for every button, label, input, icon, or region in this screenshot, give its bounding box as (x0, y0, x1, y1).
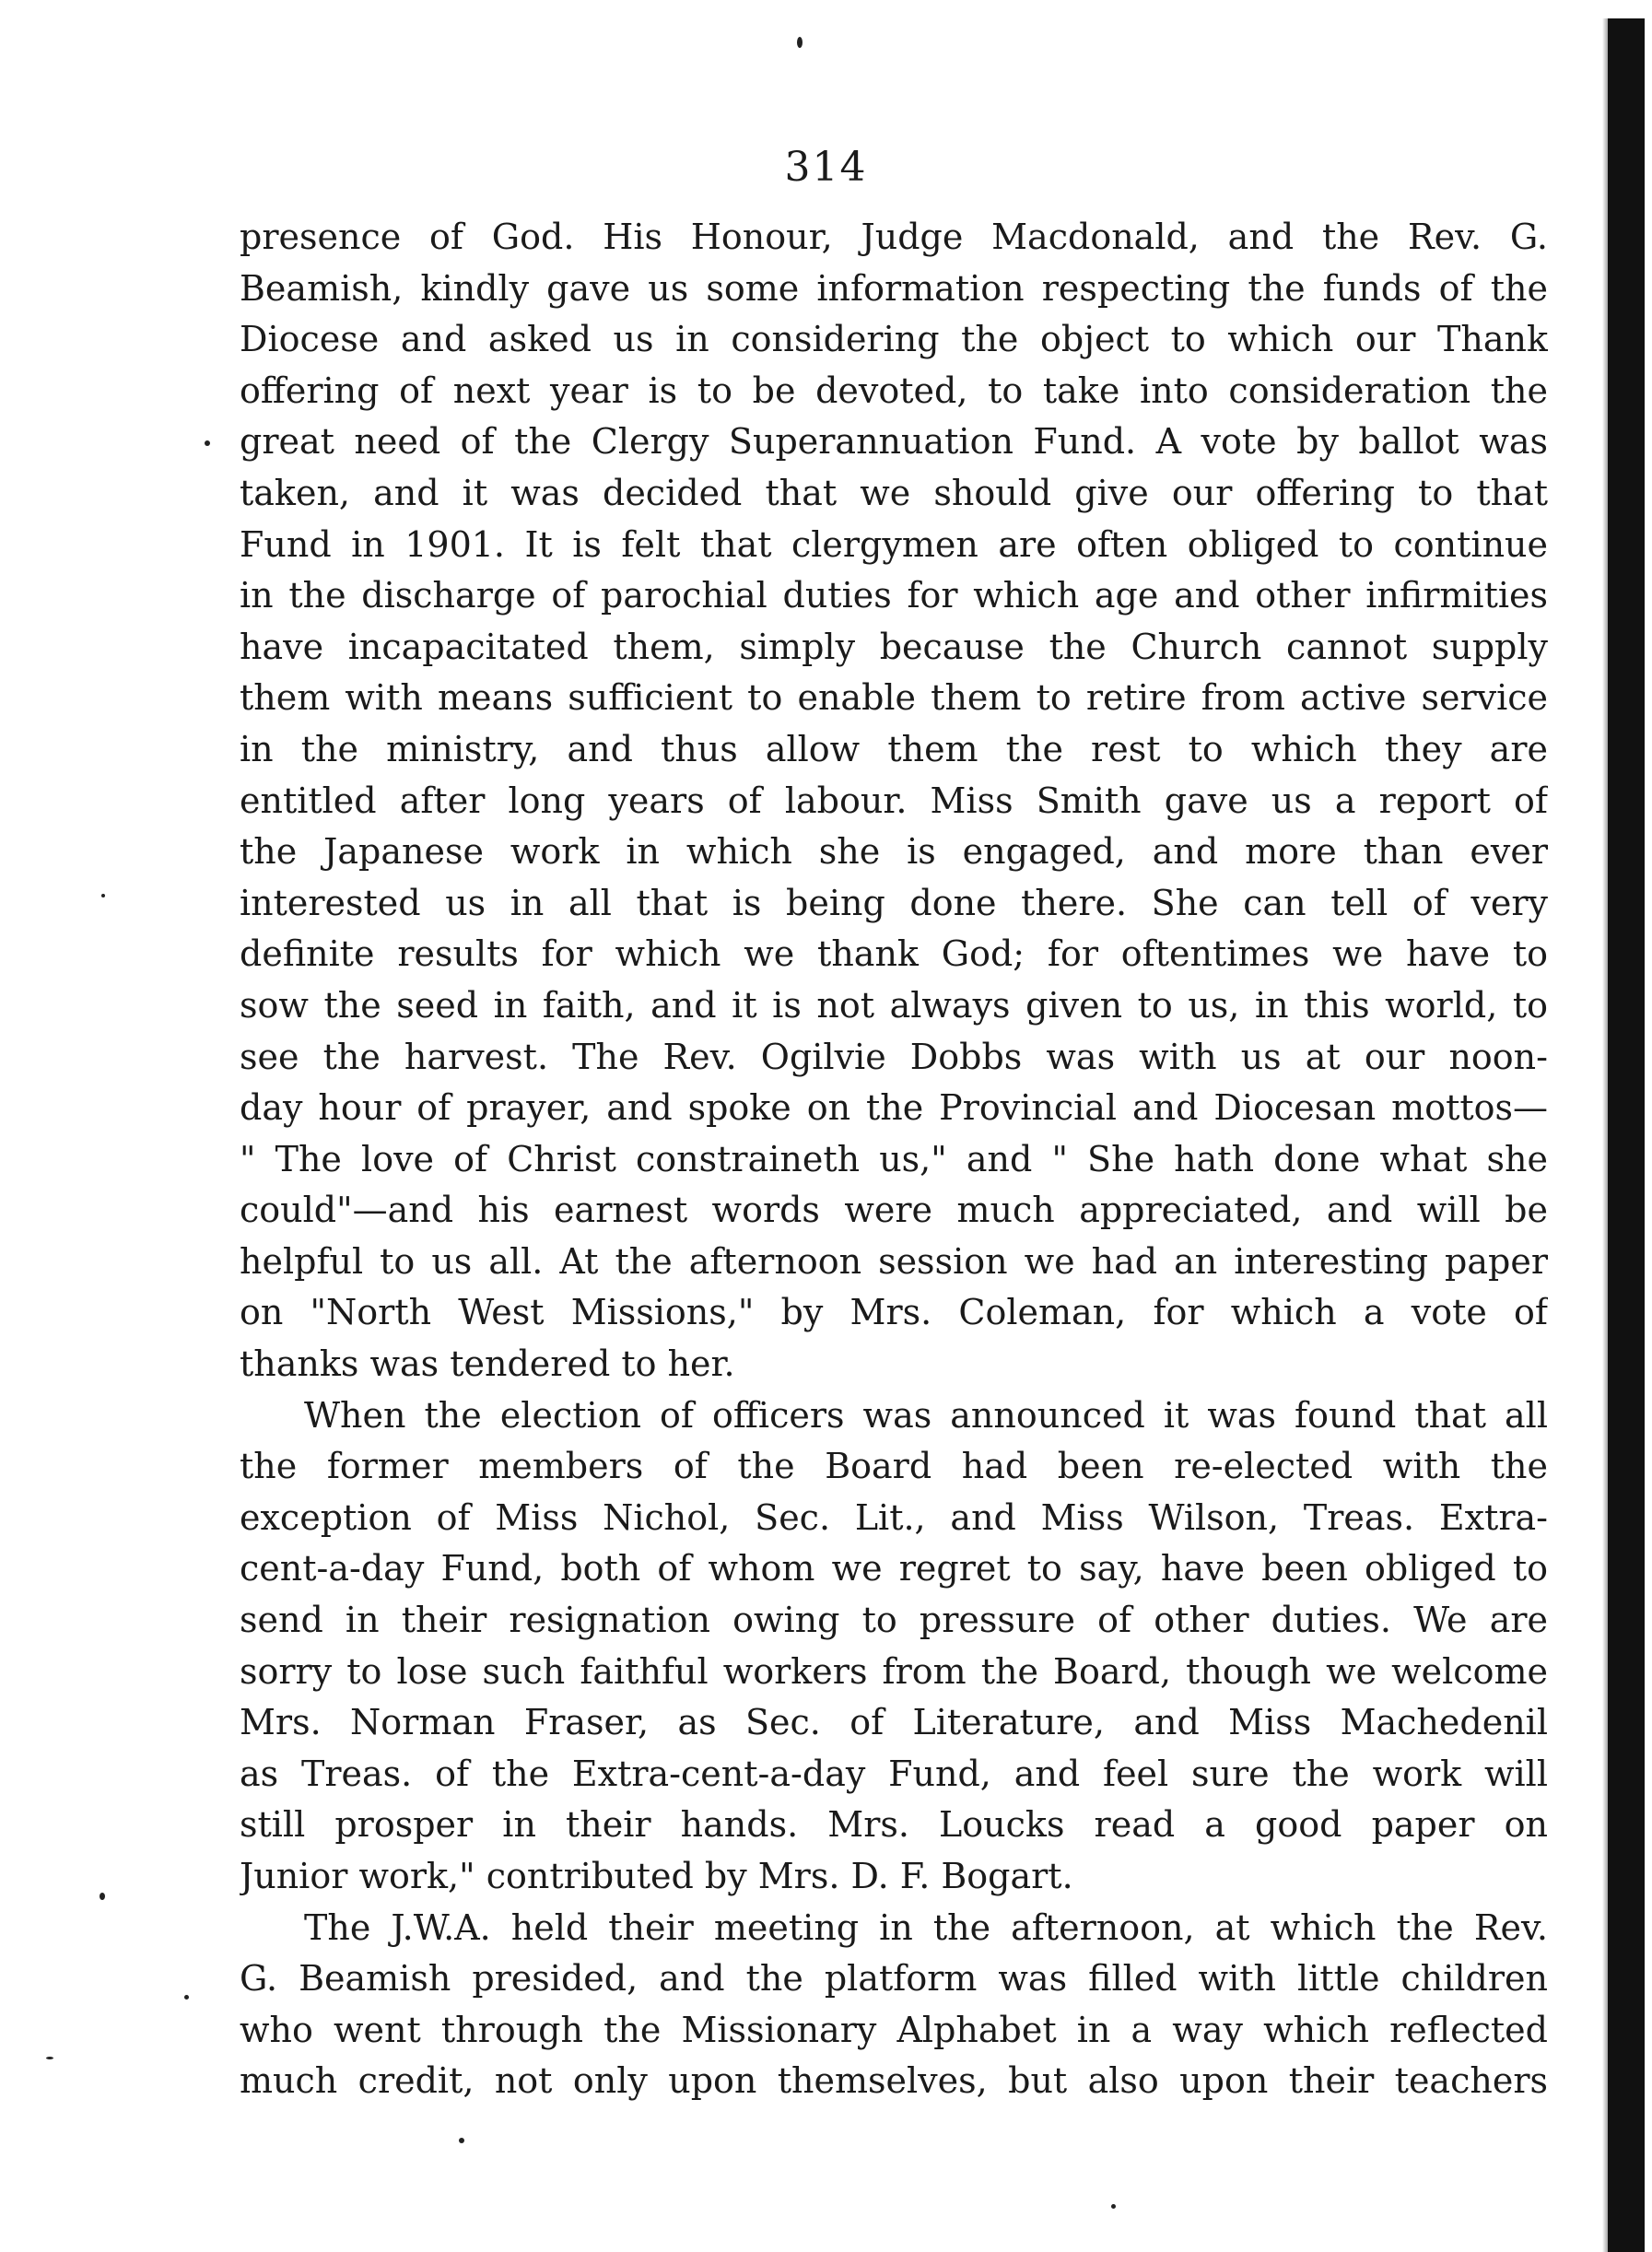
text-line: " The love of Christ constraineth us," and " She hath done what she (240, 1138, 1548, 1179)
text-line: send in their resignation owing to pressure of other duties. We are (240, 1600, 1548, 1641)
text-line: in the discharge of parochial duties for which age and other infirmities (240, 575, 1548, 616)
text-line: the Japanese work in which she is engaged, and more than ever (240, 831, 1548, 873)
text-line: in the ministry, and thus allow them the rest to which they are (240, 728, 1548, 769)
binding-edge (1608, 18, 1645, 2252)
text-line: Fund in 1901. It is felt that clergymen are often obliged to continue (240, 523, 1548, 565)
text-line: sow the seed in faith, and it is not always given to us, in this world, to (240, 984, 1548, 1026)
ink-speck (459, 2138, 464, 2143)
paragraph-end-line: thanks was tendered to her. (240, 1343, 735, 1385)
text-line: day hour of prayer, and spoke on the Provincial and Diocesan mottos— (240, 1087, 1548, 1129)
text-line: see the harvest. The Rev. Ogilvie Dobbs was with us at our noon- (240, 1036, 1548, 1077)
ink-speck (205, 440, 210, 446)
text-line: who went through the Missionary Alphabet in a way which reflected (240, 2009, 1548, 2050)
ink-speck (100, 1893, 105, 1900)
text-line: helpful to us all. At the afternoon session we had an interesting paper (240, 1240, 1548, 1282)
text-line: cent-a-day Fund, both of whom we regret to say, have been obliged to (240, 1548, 1548, 1589)
text-line: interested us in all that is being done there. She can tell of very (240, 882, 1548, 923)
text-line: have incapacitated them, simply because the Church cannot supply (240, 626, 1548, 667)
page-number: 314 (784, 144, 868, 191)
text-line: still prosper in their hands. Mrs. Loucks read a good paper on (240, 1804, 1548, 1846)
text-line: definite results for which we thank God; for oftentimes we have to (240, 933, 1548, 975)
text-line: on "North West Missions," by Mrs. Coleman, for which a vote of (240, 1292, 1548, 1333)
text-line: the former members of the Board had been re-elected with the (240, 1446, 1548, 1487)
text-line: great need of the Clergy Superannuation Fund. A vote by ballot was (240, 421, 1548, 463)
text-line: entitled after long years of labour. Miss Smith gave us a report of (240, 780, 1548, 821)
text-line: presence of God. His Honour, Judge Macdonald, and the Rev. G. (240, 217, 1548, 257)
text-line: Beamish, kindly gave us some information respecting the funds of the (240, 267, 1548, 309)
body-text (240, 212, 1548, 2107)
text-line: exception of Miss Nichol, Sec. Lit., and Miss Wilson, Treas. Extra- (240, 1496, 1548, 1538)
paragraph-end-line: Junior work," contributed by Mrs. D. F. Bogart. (240, 1856, 1073, 1896)
paragraph-start-line: When the election of officers was announced it was found that all (304, 1394, 1548, 1436)
text-line: taken, and it was decided that we should give our offering to that (240, 472, 1548, 513)
ink-speck (46, 2057, 53, 2059)
text-line: as Treas. of the Extra-cent-a-day Fund, and feel sure the work will (240, 1753, 1548, 1794)
text-line: Mrs. Norman Fraser, as Sec. of Literature, and Miss Machedenil (240, 1702, 1548, 1743)
text-line: could"—and his earnest words were much appreciated, and will be (240, 1190, 1548, 1231)
ink-speck (184, 1995, 189, 2000)
text-line: sorry to lose such faithful workers from the Board, though we welcome (240, 1650, 1548, 1692)
text-line: much credit, not only upon themselves, but also upon their teachers (240, 2060, 1548, 2102)
ink-speck (797, 37, 803, 48)
text-line: G. Beamish presided, and the platform was filled with little children (240, 1958, 1548, 2000)
text-line: offering of next year is to be devoted, to take into consideration the (240, 369, 1548, 411)
paragraph-start-line: The J.W.A. held their meeting in the afternoon, at which the Rev. (304, 1906, 1548, 1948)
text-line: Diocese and asked us in considering the object to which our Thank (240, 319, 1548, 360)
ink-speck (101, 894, 105, 897)
text-line: them with means sufficient to enable them to retire from active service (240, 677, 1548, 719)
ink-speck (1111, 2204, 1116, 2209)
